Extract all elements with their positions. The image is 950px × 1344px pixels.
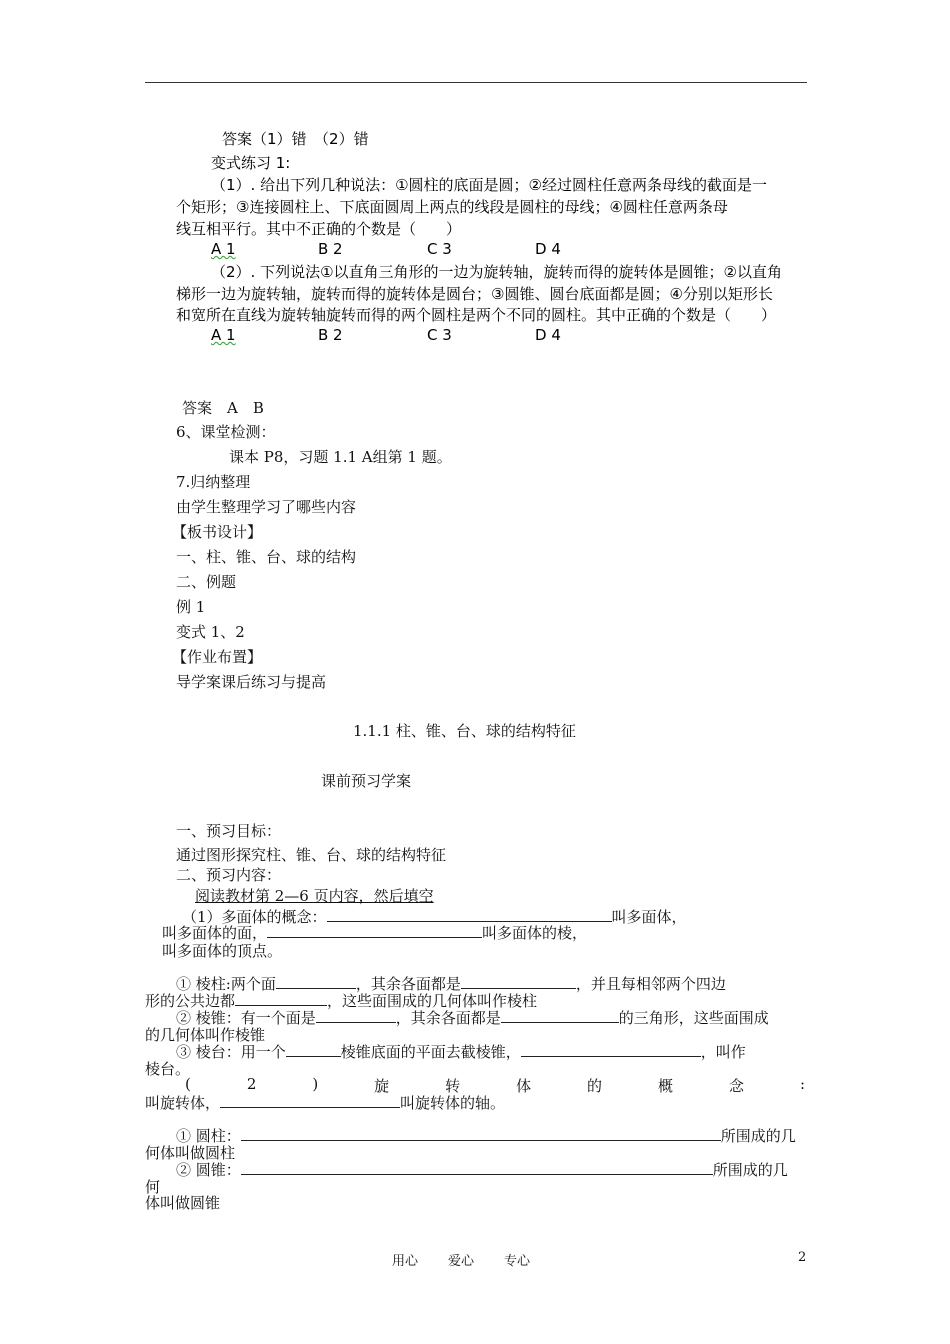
rotation-line2: [145, 1092, 505, 1113]
rotation-char: 概: [658, 1077, 674, 1095]
prism-text: ，这些面围成的几何体叫作棱柱: [327, 992, 538, 1010]
homework-body: 导学案课后练习与提高: [176, 673, 327, 691]
answers-line: 答案 A B: [182, 399, 264, 417]
q2-option-c: C 3: [427, 326, 452, 344]
q1-option-c: C 3: [427, 240, 452, 258]
cone-line3: 体叫做圆锥: [145, 1194, 221, 1212]
polyhedron-label: （1）多面体的概念：: [182, 908, 327, 926]
q2-option-b: B 2: [318, 326, 343, 344]
board-item: 二、例题: [176, 573, 237, 591]
fill-blank[interactable]: [316, 1007, 396, 1023]
cylinder-line2: 何体叫做圆柱: [145, 1144, 236, 1162]
fill-blank[interactable]: [327, 906, 612, 922]
fill-blank[interactable]: [235, 990, 327, 1006]
section6-heading: 6、课堂检测：: [176, 423, 276, 441]
rotation-char: 体: [516, 1077, 532, 1095]
footer-text-left: 用心: [392, 1254, 419, 1269]
homework-title: 【作业布置】: [172, 648, 263, 666]
rotation-text: 叫旋转体的轴。: [400, 1094, 506, 1112]
prism-text: ，其余各面都是: [355, 975, 461, 993]
q1-line3: 线互相平行。其中不正确的个数是（ ）: [176, 220, 462, 238]
fill-blank[interactable]: [461, 973, 576, 989]
frustum-text: ，叫作: [700, 1043, 746, 1061]
pyramid-text: 的三角形，这些面围成: [618, 1009, 769, 1027]
fill-blank[interactable]: [521, 1041, 701, 1057]
fill-blank[interactable]: [286, 1041, 341, 1057]
preview-read-instruction: 阅读教材第 2—6 页内容，然后填空: [195, 887, 434, 905]
rotation-char: 念: [728, 1077, 744, 1095]
section7-body: 由学生整理学习了哪些内容: [176, 498, 357, 516]
prism-label: ① 棱柱:两个面: [176, 975, 276, 993]
frustum-label: ③ 棱台：用一个: [176, 1043, 286, 1061]
q1-line1: （1）. 给出下列几种说法：①圆柱的底面是圆；②经过圆柱任意两条母线的截面是一: [211, 176, 767, 194]
pyramid-line2: 的几何体叫作棱锥: [145, 1026, 266, 1044]
q2-line3: 和宽所在直线为旋转轴旋转而得的两个圆柱是两个不同的圆柱。其中正确的个数是（ ）: [176, 306, 777, 324]
header-rule: [145, 82, 807, 83]
section7-heading: 7.归纳整理: [176, 473, 251, 491]
q2-option-a: A 1: [211, 326, 236, 344]
fill-blank[interactable]: [501, 1007, 619, 1023]
polyhedron-suffix: 叫多面体，: [611, 908, 687, 926]
board-item: 变式 1、2: [176, 623, 245, 641]
board-design-title: 【板书设计】: [172, 523, 263, 541]
vertex-line: 叫多面体的顶点。: [162, 942, 283, 960]
q2-line1: （2）. 下列说法①以直角三角形的一边为旋转轴，旋转而得的旋转体是圆锥；②以直角: [211, 263, 782, 281]
fill-blank[interactable]: [241, 1159, 713, 1175]
cone-line2: 何: [145, 1178, 161, 1196]
cylinder-label: ① 圆柱：: [176, 1127, 241, 1145]
board-item: 一、柱、锥、台、球的结构: [176, 548, 357, 566]
rotation-text: 叫旋转体，: [145, 1094, 221, 1112]
q2-option-d: D 4: [535, 326, 561, 344]
section6-body: 课本 P8，习题 1.1 A组第 1 题。: [229, 448, 452, 466]
face-label: 叫多面体的面，: [162, 924, 268, 942]
rotation-char: 旋: [374, 1077, 390, 1095]
prism-text: ，并且每相邻两个四边: [575, 975, 726, 993]
cone-line1: [176, 1159, 788, 1180]
variant-title: 变式练习 1:: [211, 154, 291, 172]
section-subtitle: 课前预习学案: [321, 772, 412, 790]
fill-blank[interactable]: [220, 1092, 400, 1108]
footer-text-right: 专心: [504, 1254, 531, 1269]
edge-label: 叫多面体的棱，: [482, 924, 588, 942]
cylinder-text: 所围成的几: [720, 1127, 796, 1145]
rotation-char: :: [799, 1075, 805, 1093]
page-number: 2: [798, 1250, 807, 1265]
pyramid-text: ，其余各面都是: [395, 1009, 501, 1027]
preview-goal-title: 一、预习目标：: [176, 822, 282, 840]
frustum-line1: [176, 1041, 746, 1062]
prism-text: 形的公共边都: [145, 992, 236, 1010]
rotation-char: 2: [246, 1075, 257, 1093]
preview-content-title: 二、预习内容：: [176, 866, 282, 884]
board-item: 例 1: [176, 598, 206, 616]
rotation-char: 的: [587, 1077, 603, 1095]
frustum-line2: 棱台。: [145, 1060, 191, 1078]
q1-line2: 个矩形；③连接圆柱上、下底面圆周上两点的线段是圆柱的母线；④圆柱任意两条母: [176, 198, 728, 216]
rotation-char: (: [185, 1075, 191, 1093]
footer-text-mid: 爱心: [448, 1254, 475, 1269]
fill-blank[interactable]: [276, 973, 356, 989]
fill-blank[interactable]: [241, 1125, 721, 1141]
q1-option-a: A 1: [211, 240, 236, 258]
q1-option-b: B 2: [318, 240, 343, 258]
section-title: 1.1.1 柱、锥、台、球的结构特征: [353, 722, 576, 740]
frustum-text: 棱锥底面的平面去截棱锥，: [340, 1043, 521, 1061]
q1-option-d: D 4: [535, 240, 561, 258]
cylinder-line1: [176, 1125, 796, 1146]
cone-text: 所围成的几: [712, 1161, 788, 1179]
cone-label: ② 圆锥：: [176, 1161, 241, 1179]
fill-blank[interactable]: [267, 922, 482, 938]
answer-line: 答案（1）错 （2）错: [222, 130, 369, 148]
preview-goal-body: 通过图形探究柱、锥、台、球的结构特征: [176, 846, 447, 864]
q2-line2: 梯形一边为旋转轴，旋转而得的旋转体是圆台；③圆锥、圆台底面都是圆；④分别以矩形长: [176, 285, 773, 303]
rotation-char: 转: [445, 1077, 461, 1095]
rotation-char: ): [312, 1075, 319, 1093]
pyramid-label: ② 棱锥：有一个面是: [176, 1009, 316, 1027]
